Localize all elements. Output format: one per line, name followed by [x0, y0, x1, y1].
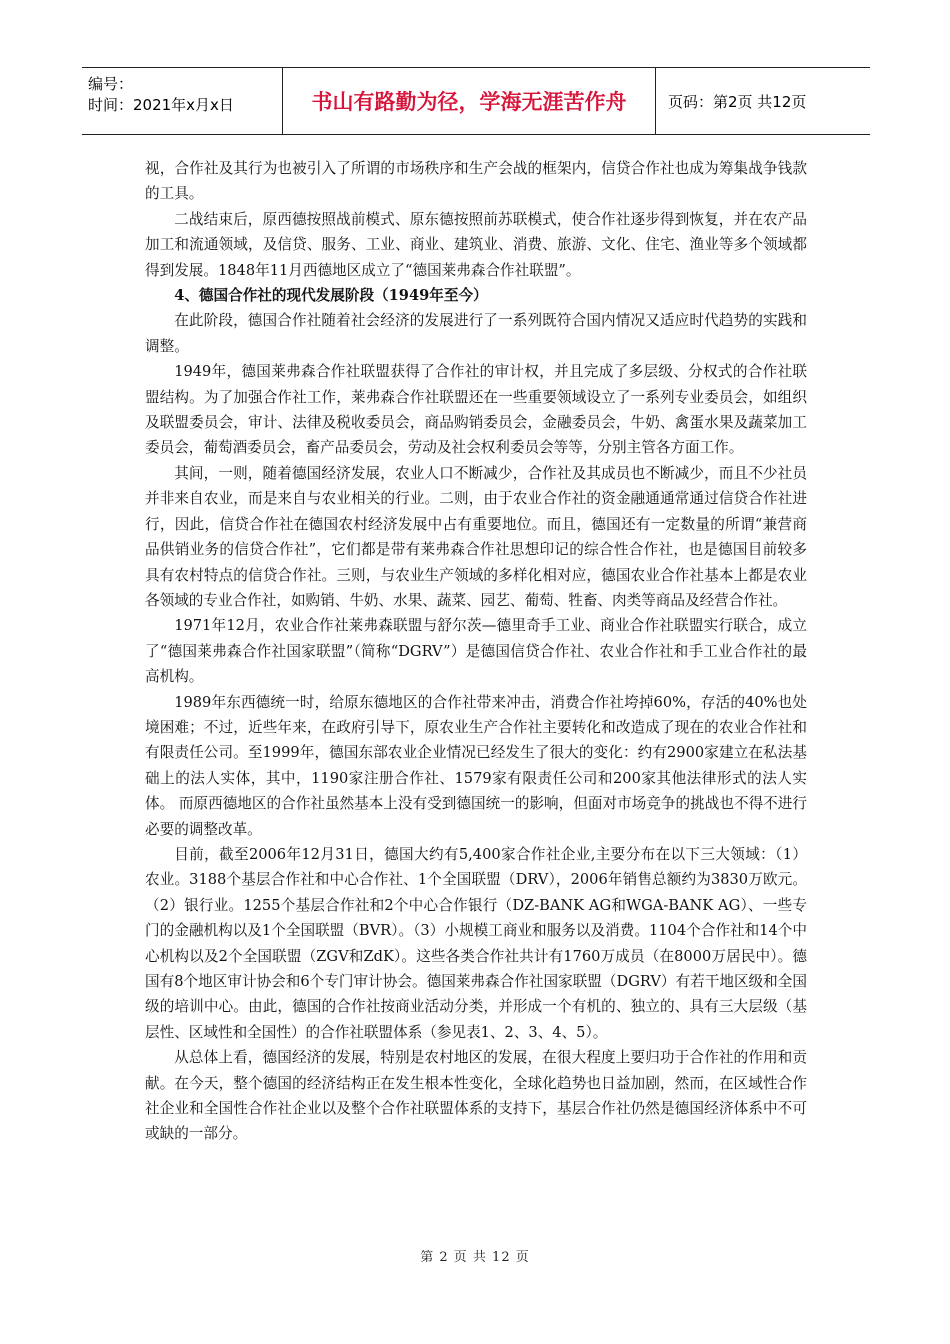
page-footer: 第 2 页 共 12 页 — [420, 1250, 530, 1265]
document-number-label: 编号： — [88, 75, 134, 93]
header-page-info: 页码：第2页 共12页 — [668, 92, 807, 111]
paragraph: 二战结束后，原西德按照战前模式、原东德按照前苏联模式，使合作社逐步得到恢复，并在农产品加工和流通领域，及信贷、服务、工业、商业、建筑业、消费、旅游、文化、住宅、渔业等多个领域都得到发展。1848年11月西德地区成立了“德国莱弗森合作社联盟”。 — [145, 210, 807, 279]
paragraph: 1949年，德国莱弗森合作社联盟获得了合作社的审计权，并且完成了多层级、分权式的合作社联盟结构。为了加强合作社工作，莱弗森合作社联盟还在一些重要领域设立了一系列专业委员会，如组织及联盟委员会，审计、法律及税收委员会，商品购销委员会，金融委员会，牛奶、禽蛋水果及蔬菜加工委员会，葡萄酒委员会，畜产品委员会，劳动及社会权利委员会等等，分别主管各方面工作。 — [145, 363, 807, 457]
page-header — [82, 67, 870, 135]
document-date: 时间：2021年x月x日 — [88, 96, 234, 114]
paragraph: 目前，截至2006年12月31日，德国大约有5,400家合作社企业,主要分布在以下三大领域：（1）农业。3188个基层合作社和中心合作社、1个全国联盟（DRV），2006年销售总额约为3830万欧元。（2）银行业。1255个基层合作社和2个中心合作银行（DZ-BANK AG和WGA-BANK AG）、一些专门的金融机构以及1个全国联盟（BVR）。（3）小规模工商业和服务以及消费。1104个合作社和14个中心机构以及2个全国联盟（ZGV和ZdK）。这些各类合作社共计有1760万成员（在8000万居民中）。德国有8个地区审计协会和6个专门审计协会。德国莱弗森合作社国家联盟（DGRV）有若干地区级和全国级的培训中心。由此，德国的合作社按商业活动分类，并形成一个有机的、独立的、具有三大层级（基层性、区域性和全国性）的合作社联盟体系（参见表1、2、3、4、5）。 — [145, 845, 807, 1041]
paragraph: 1971年12月，农业合作社莱弗森联盟与舒尔茨—德里奇手工业、商业合作社联盟实行联合，成立了“德国莱弗森合作社国家联盟”（简称“DGRV”）是德国信贷合作社、农业合作社和手工业合作社的最高机构。 — [145, 617, 807, 686]
section-heading: 4、德国合作社的现代发展阶段（1949年至今） — [174, 287, 488, 305]
document-body — [145, 156, 807, 1147]
paragraph: 从总体上看，德国经济的发展，特别是农村地区的发展，在很大程度上要归功于合作社的作用和贡献。在今天，整个德国的经济结构正在发生根本性变化，全球化趋势也日益加剧，然而，在区域性合作社企业和全国性合作社企业以及整个合作社联盟体系的支持下，基层合作社仍然是德国经济体系中不可或缺的一部分。 — [145, 1049, 807, 1143]
header-meta — [82, 68, 283, 134]
paragraph: 视，合作社及其行为也被引入了所谓的市场秩序和生产会战的框架内，信贷合作社也成为筹集战争钱款的工具。 — [145, 160, 807, 203]
paragraph: 1989年东西德统一时，给原东德地区的合作社带来冲击，消费合作社垮掉60%，存活的40%也处境困难；不过，近些年来，在政府引导下，原农业生产合作社主要转化和改造成了现在的农业合作社和有限责任公司。至1999年，德国东部农业企业情况已经发生了很大的变化：约有2900家建立在私法基础上的法人实体，其中，1190家注册合作社、1579家有限责任公司和200家其他法律形式的法人实体。 而原西德地区的合作社虽然基本上没有受到德国统一的影响，但面对市场竞争的挑战也不得不进行必要的调整改革。 — [145, 693, 807, 838]
paragraph: 在此阶段，德国合作社随着社会经济的发展进行了一系列既符合国内情况又适应时代趋势的实践和调整。 — [145, 312, 807, 355]
paragraph: 其间，一则，随着德国经济发展，农业人口不断减少，合作社及其成员也不断减少，而且不少社员并非来自农业，而是来自与农业相关的行业。二则，由于农业合作社的资金融通通常通过信贷合作社进行，因此，信贷合作社在德国农村经济发展中占有重要地位。而且，德国还有一定数量的所谓“兼营商品供销业务的信贷合作社”，它们都是带有莱弗森合作社思想印记的综合性合作社，也是德国目前较多具有农村特点的信贷合作社。三则，与农业生产领域的多样化相对应，德国农业合作社基本上都是农业各领域的专业合作社，如购销、牛奶、水果、蔬菜、园艺、葡萄、牲畜、肉类等商品及经营合作社。 — [145, 464, 807, 609]
header-slogan: 书山有路勤为径，学海无涯苦作舟 — [283, 68, 656, 134]
